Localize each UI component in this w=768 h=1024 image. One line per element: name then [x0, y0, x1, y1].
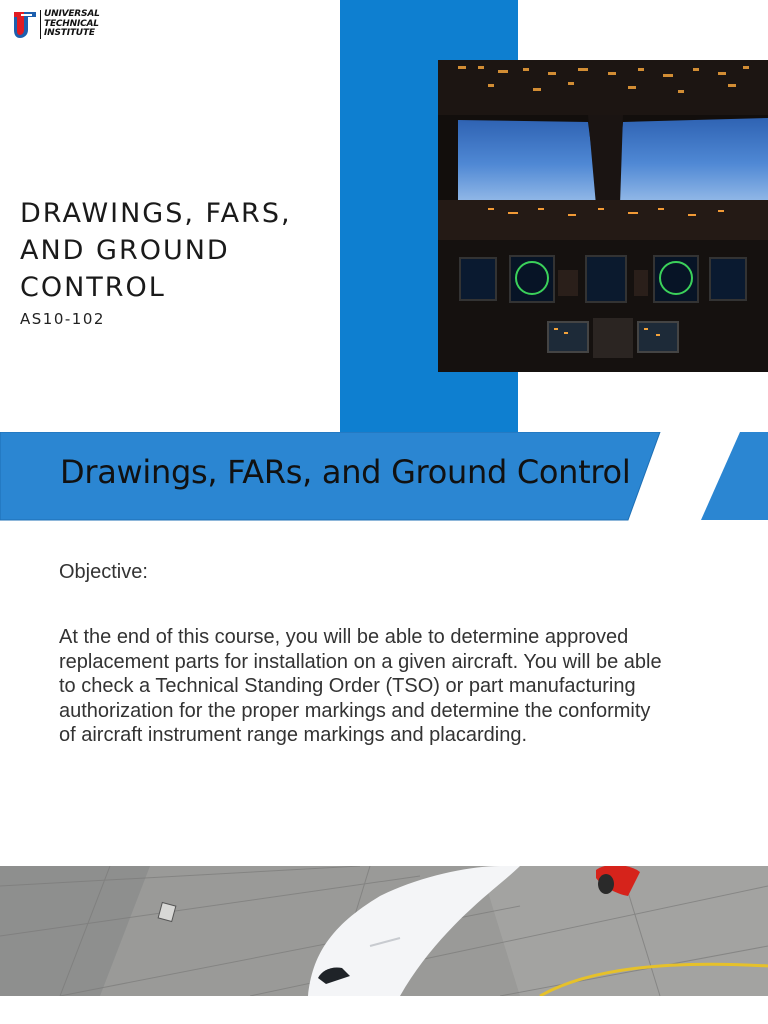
- cover-title: [20, 195, 340, 306]
- cover-title-line-3: CONTROL: [20, 272, 166, 303]
- cockpit-photo: [438, 60, 768, 372]
- cover-title-line-1: DRAWINGS, FARS,: [20, 198, 292, 229]
- objective-line-4: authorization for the proper markings and determine the conformity: [59, 699, 651, 722]
- airplane-tarmac-photo: [0, 866, 768, 996]
- objective-label: Objective:: [59, 561, 148, 583]
- logo-line-2: TECHNICAL: [44, 18, 99, 29]
- cover-title-block: [20, 195, 340, 328]
- course-code: AS10-102: [20, 310, 105, 328]
- objective-line-5: of aircraft instrument range markings and placarding.: [59, 724, 528, 746]
- objective-text: [59, 625, 709, 748]
- logo-line-3: INSTITUTE: [44, 28, 95, 38]
- objective-line-1: At the end of this course, you will be able to determine approved: [59, 626, 629, 648]
- objective-line-3: to check a Technical Standing Order (TSO) or part manufacturing: [59, 675, 636, 697]
- uti-logo-icon: [12, 8, 38, 40]
- uti-logo[interactable]: [12, 8, 112, 44]
- cover-title-line-2: AND GROUND: [20, 235, 230, 266]
- logo-wordmark: [40, 10, 100, 39]
- objective-line-2: replacement parts for installation on a given aircraft. You will be able: [59, 650, 662, 673]
- banner-title: Drawings, FARs, and Ground Control: [60, 453, 631, 491]
- logo-line-1: UNIVERSAL: [44, 9, 100, 19]
